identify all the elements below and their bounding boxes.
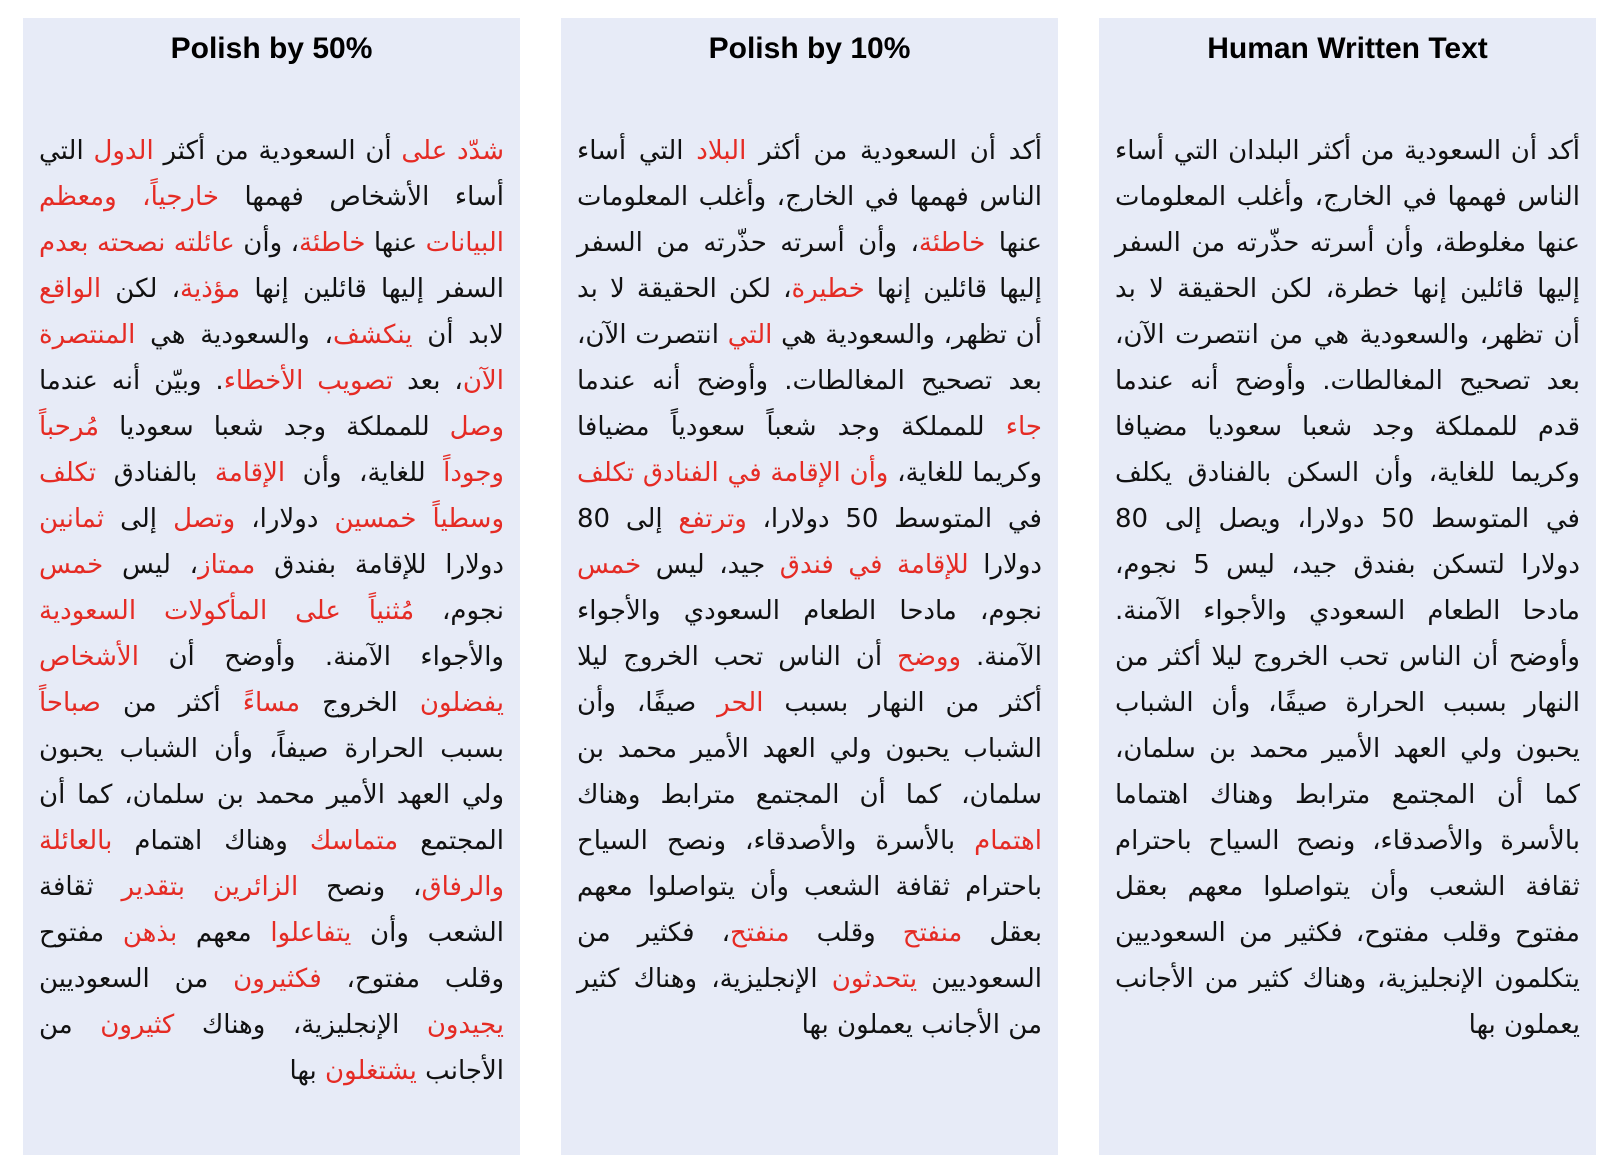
original-text: دولارا،	[235, 504, 335, 534]
original-text: للغاية، وأن	[285, 458, 444, 488]
original-text: جيد، ليس	[641, 550, 780, 580]
panel-title: Polish by 10%	[708, 32, 911, 65]
edited-text: متماسك	[309, 826, 399, 856]
original-text: وقلب	[789, 918, 903, 948]
original-text: نجوم،	[414, 596, 504, 626]
original-text: من السعوديين	[39, 964, 234, 994]
edited-text: مُرحباً وجوداً	[39, 412, 504, 488]
edited-text: للإقامة في فندق	[779, 550, 969, 580]
original-text: ، فكثير من السعوديين	[577, 918, 1042, 994]
original-text: للمملكة وجد شعباً سعودياً مضيافا وكريما للغاية،	[577, 412, 1043, 488]
panel-title: Human Written Text	[1207, 32, 1488, 65]
edited-text: مساءً	[242, 688, 301, 718]
edited-text: الإقامة	[214, 458, 286, 488]
edited-text: اهتمام	[974, 826, 1042, 856]
edited-text: منفتح	[730, 918, 790, 948]
original-text: ، ليس	[103, 550, 199, 580]
edited-text: وصل	[449, 412, 504, 442]
original-text: انتصرت الآن، بعد تصحيح المغالطات. وأوضح أنه عندما	[577, 320, 1042, 396]
panel-text	[577, 128, 1042, 1048]
edited-text: يجيدون	[426, 1010, 504, 1040]
panel-text	[1115, 128, 1580, 1048]
edited-text: يشتغلون	[324, 1056, 417, 1086]
original-text: التي أساء الناس فهمها في الخارج، وأغلب المعلومات عنها	[577, 136, 1042, 258]
original-text: بسبب الحرارة صيفاً، وأن الشباب يحبون ولي العهد الأمير محمد بن سلمان، كما أن المجتمع	[39, 734, 504, 856]
edited-text: خاطئة	[298, 228, 366, 258]
edited-text: وتصل	[173, 504, 236, 534]
edited-text: الحر	[717, 688, 764, 718]
original-text: أكثر من	[100, 688, 243, 718]
original-text: ، وأن	[234, 228, 299, 258]
original-text: من الأجانب	[39, 1010, 504, 1086]
original-text: ، وأن أسرته حذّرته من السفر إليها قائلين إنها	[577, 228, 1042, 304]
original-text: أكد أن السعودية من أكثر	[746, 136, 1042, 166]
edited-text: ووضح	[897, 642, 962, 672]
original-text: إلى	[104, 504, 174, 534]
original-text: دولارا للإقامة بفندق	[255, 550, 504, 580]
panel-polish-50	[23, 18, 520, 1155]
original-text: نجوم، مادحا الطعام السعودي والأجواء الآمنة.	[577, 596, 1042, 672]
edited-text: يتفاعلوا	[270, 918, 352, 948]
edited-text: مُثنياً على المأكولات السعودية	[39, 596, 415, 626]
original-text: معهم	[177, 918, 271, 948]
original-text: السفر إليها قائلين إنها	[240, 274, 504, 304]
edited-text: تكلف وسطياً خمسين	[39, 458, 504, 534]
edited-text: وترتفع	[678, 504, 747, 534]
edited-text: فكثيرون	[233, 964, 322, 994]
original-text: ، والسعودية هي	[135, 320, 333, 350]
original-text: بالأسرة والأصدقاء، ونصح السياح باحترام ثقافة الشعب وأن يتواصلوا معهم بعقل	[577, 826, 1043, 948]
edited-text: ممتاز	[198, 550, 256, 580]
edited-text: البلاد	[696, 136, 747, 166]
edited-text: خمس	[577, 550, 642, 580]
original-text: عنها	[365, 228, 426, 258]
original-text: أن السعودية من أكثر	[153, 136, 402, 166]
original-text: أن الناس تحب الخروج ليلا أكثر من النهار بسبب	[577, 642, 1042, 718]
original-text: ، ونصح	[298, 872, 422, 902]
edited-text: شدّد على	[401, 136, 504, 166]
edited-text: بالعائلة والرفاق	[39, 826, 505, 902]
original-text: بالفنادق	[96, 458, 215, 488]
original-text: ، لكن الحقيقة لا بد أن تظهر، والسعودية هي	[577, 274, 1042, 350]
original-text: صيفًا، وأن الشباب يحبون ولي العهد الأمير محمد بن سلمان، كما أن المجتمع مترابط وهناك	[577, 688, 1042, 810]
original-text: الإنجليزية، وهناك كثير من الأجانب يعملون بها	[577, 964, 1042, 1040]
edited-text: خطيرة	[791, 274, 865, 304]
edited-text: صباحاً	[39, 688, 101, 718]
edited-text: الواقع	[39, 274, 102, 304]
edited-text: يتحدثون	[831, 964, 918, 994]
panel-human-written	[1099, 18, 1596, 1155]
edited-text: بذهن	[122, 918, 178, 948]
original-text: للمملكة وجد شعبا سعوديا	[99, 412, 450, 442]
edited-text: خارجياً، ومعظم البيانات	[39, 182, 504, 258]
panel-title: Polish by 50%	[170, 32, 373, 65]
edited-text: الدول	[93, 136, 154, 166]
edited-text: الزائرين بتقدير	[121, 872, 299, 902]
edited-text: وأن الإقامة في الفنادق تكلف	[577, 458, 889, 488]
original-text: ، لكن	[101, 274, 181, 304]
edited-text: جاء	[1005, 412, 1042, 442]
panel-polish-10	[561, 18, 1058, 1155]
original-text: التي أساء الأشخاص فهمها	[39, 136, 505, 212]
original-text: والأجواء الآمنة. وأوضح أن	[138, 642, 504, 672]
edited-text: عائلته نصحته بعدم	[39, 228, 235, 258]
edited-text: ينكشف	[332, 320, 413, 350]
original-text: أكد أن السعودية من أكثر البلدان التي أساء الناس فهمها في الخارج، وأغلب المعلومات عنها مغلوطة، وأن أسرته حذّرته من السفر إليها قائلين إنها خطرة، لكن الحقيقة لا بد أن تظهر، والسعودية هي من انتصرت الآن، بعد تصحيح المغالطات. وأوضح أنه عندما قدم للمملكة وجد شعبا سعوديا مضيافا وكريما للغاية، وأن السكن بالفنادق يكلف في المتوسط 50 دولارا، ويصل إلى 80 دولارا لتسكن بفندق جيد، ليس 5 نجوم، مادحا الطعام السعودي والأجواء الآمنة. وأوضح أن الناس تحب الخروج ليلا أكثر من النهار بسبب الحرارة صيفًا، وأن الشباب يحبون ولي العهد الأمير محمد بن سلمان، كما أن المجتمع مترابط وهناك اهتماما بالأسرة والأصدقاء، ونصح السياح باحترام ثقافة الشعب وأن يتواصلوا معهم بعقل مفتوح وقلب مفتوح، فكثير من السعوديين يتكلمون الإنجليزية، وهناك كثير من الأجانب يعملون بها	[1115, 136, 1580, 1040]
edited-text: خمس	[39, 550, 104, 580]
edited-text: منفتح	[902, 918, 963, 948]
edited-text: تصويب الأخطاء	[223, 366, 394, 396]
original-text: ثقافة الشعب وأن	[39, 872, 504, 948]
panel-text	[39, 128, 504, 1094]
original-text: بها	[289, 1056, 325, 1086]
original-text: الإنجليزية، وهناك	[174, 1010, 427, 1040]
original-text: الخروج	[300, 688, 420, 718]
edited-text: خاطئة	[918, 228, 986, 258]
edited-text: مؤذية	[180, 274, 241, 304]
original-text: مفتوح وقلب مفتوح،	[39, 918, 504, 994]
original-text: وهناك اهتمام	[112, 826, 310, 856]
original-text: لابد أن	[412, 320, 504, 350]
original-text: . وبيّن أنه عندما	[39, 366, 224, 396]
original-text: إلى 80 دولارا	[577, 504, 1042, 580]
original-text: ، بعد	[393, 366, 463, 396]
edited-text: الأشخاص يفضلون	[39, 642, 504, 718]
original-text: في المتوسط 50 دولارا،	[746, 504, 1042, 534]
edited-text: التي	[727, 320, 773, 350]
edited-text: ثمانين	[39, 504, 105, 534]
edited-text: كثيرون	[100, 1010, 175, 1040]
edited-text: المنتصرة الآن	[39, 320, 504, 396]
